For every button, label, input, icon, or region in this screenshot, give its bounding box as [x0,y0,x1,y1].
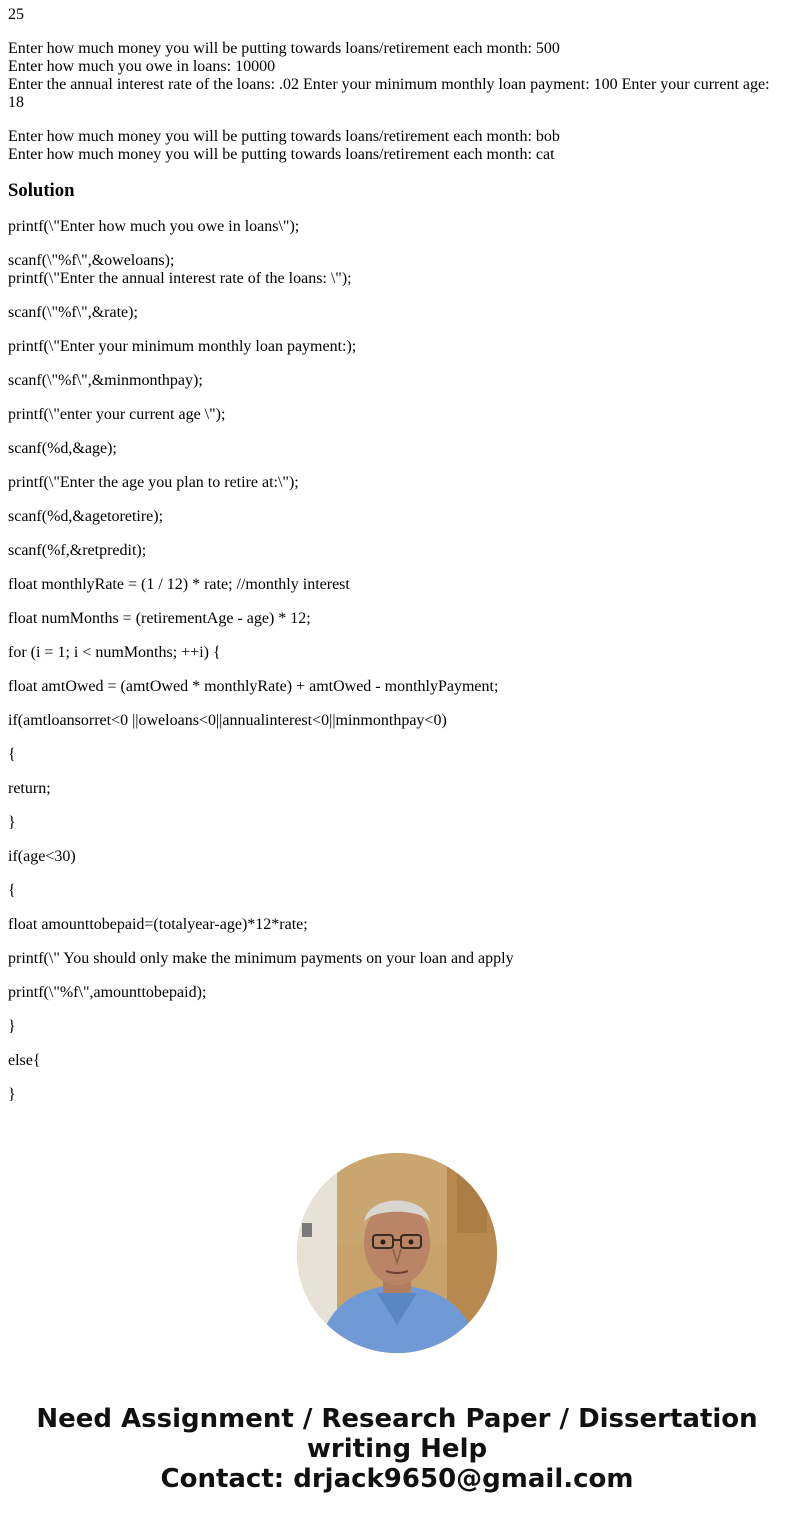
question-output-cut [8,0,786,24]
code-line: { [8,882,16,899]
question-line: 25 [8,6,24,23]
code-line: printf(\"Enter the age you plan to retire at:\"); [8,474,299,491]
code-line: if(amtloansorret<0 ||oweloans<0||annualinterest<0||minmonthpay<0) [8,712,447,729]
code-line: else{ [8,1052,41,1069]
question-line: Enter the annual interest rate of the loans: .02 Enter your minimum monthly loan payment: 100 Enter your current age: 18 [8,76,770,111]
author-avatar [297,1153,497,1353]
code-line: printf(\"%f\",amounttobepaid); [8,984,207,1001]
solution-heading: Solution [8,180,75,201]
code-line: float numMonths = (retirementAge - age) * 12; [8,610,311,627]
code-line: scanf(\"%f\",&minmonthpay); [8,372,203,389]
code-line: for (i = 1; i < numMonths; ++i) { [8,644,221,661]
code-line: scanf(\"%f\",&oweloans); [8,252,175,269]
question-line: Enter how much you owe in loans: 10000 [8,58,276,75]
sample-run-1 [8,40,786,112]
code-line: { [8,746,16,763]
promo-line: writing Help [306,1434,488,1464]
code-line: printf(\"Enter how much you owe in loans\"); [8,218,300,235]
promo-banner [0,1404,794,1494]
document-body [8,0,786,1120]
code-line: printf(\"Enter your minimum monthly loan payment:); [8,338,357,355]
sample-run-2 [8,128,786,164]
promo-line: Need Assignment / Research Paper / Dissertation [36,1404,758,1434]
promo-contact: Contact: drjack9650@gmail.com [160,1464,634,1494]
code-line: float amtOwed = (amtOwed * monthlyRate) + amtOwed - monthlyPayment; [8,678,499,695]
code-line: float amounttobepaid=(totalyear-age)*12*rate; [8,916,308,933]
code-line: return; [8,780,51,797]
code-line: printf(\" You should only make the minimum payments on your loan and apply [8,950,514,967]
code-line: scanf(%d,&agetoretire); [8,508,164,525]
code-line: } [8,1018,16,1035]
code-line: printf(\"enter your current age \"); [8,406,226,423]
code-line: scanf(%d,&age); [8,440,117,457]
code-line: scanf(%f,&retpredit); [8,542,147,559]
question-line: Enter how much money you will be putting towards loans/retirement each month: cat [8,146,555,163]
code-line: } [8,814,16,831]
code-line: } [8,1086,16,1103]
code-line: if(age<30) [8,848,76,865]
question-line: Enter how much money you will be putting towards loans/retirement each month: 500 [8,40,560,57]
author-portrait [297,1153,497,1353]
code-line: float monthlyRate = (1 / 12) * rate; //monthly interest [8,576,350,593]
solution-code [8,218,786,1104]
code-line: printf(\"Enter the annual interest rate of the loans: \"); [8,270,352,287]
question-line: Enter how much money you will be putting towards loans/retirement each month: bob [8,128,560,145]
code-line: scanf(\"%f\",&rate); [8,304,138,321]
